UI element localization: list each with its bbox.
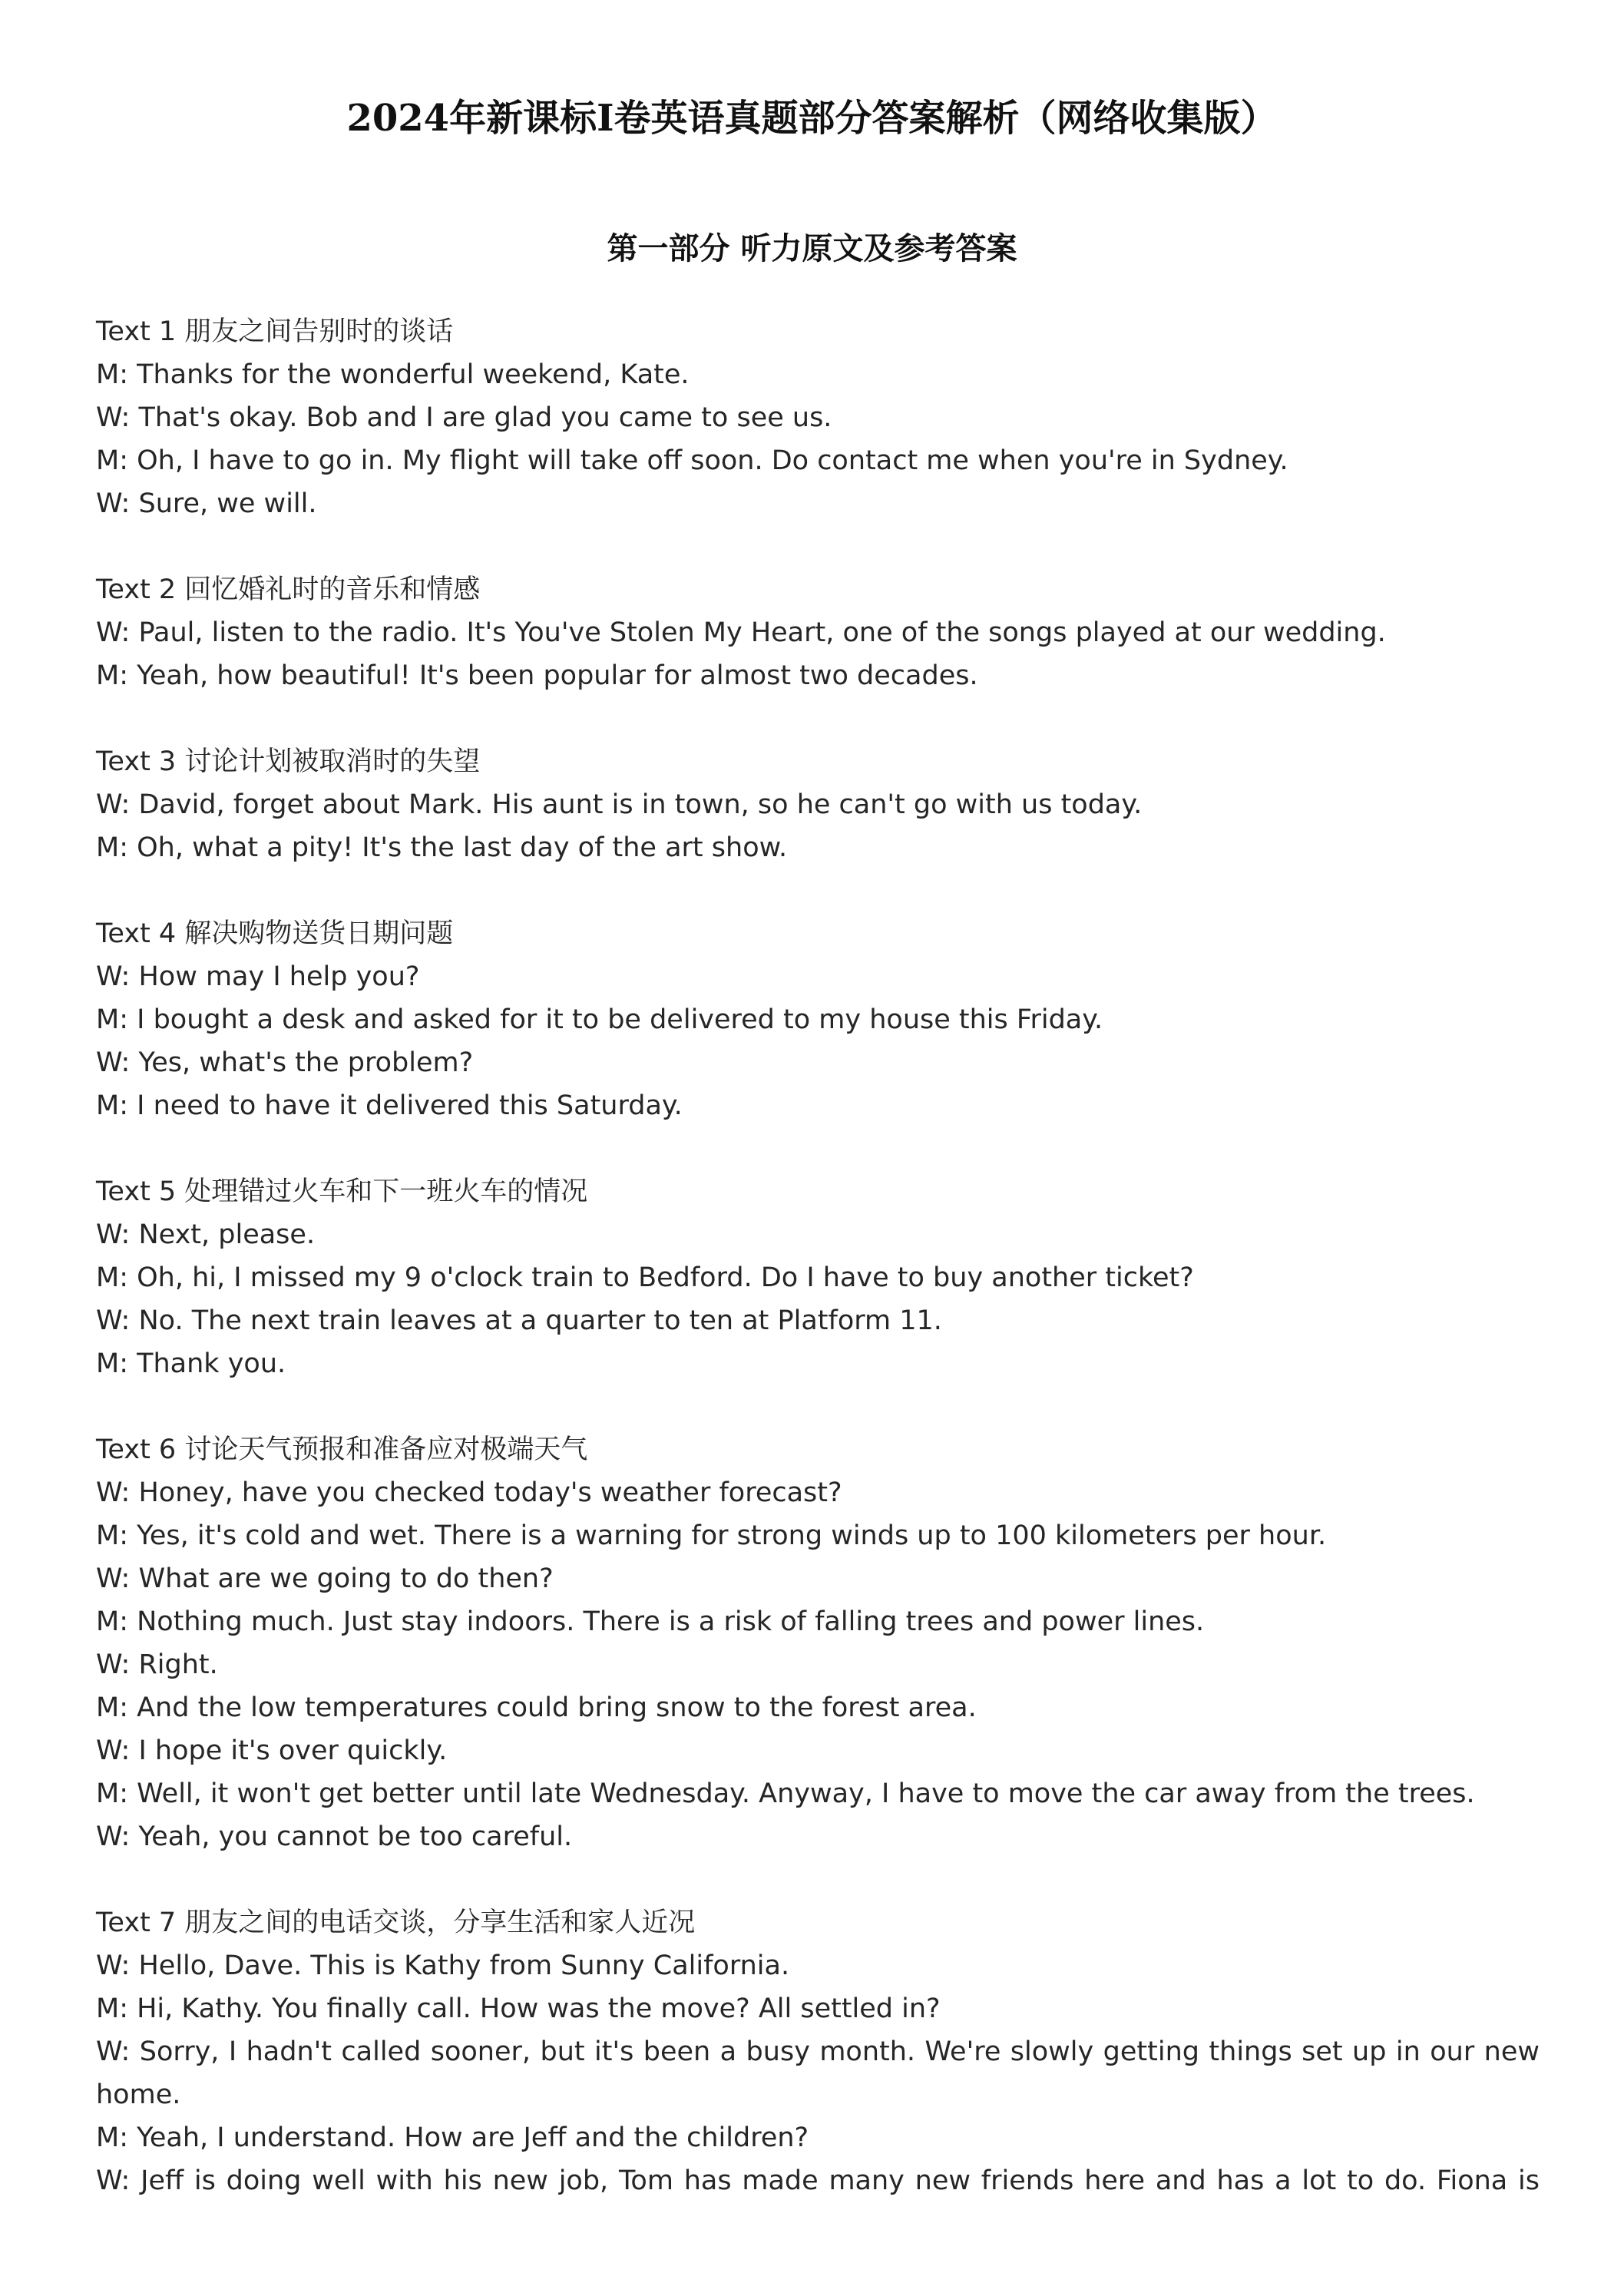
dialogue-line: W: No. The next train leaves at a quarter to ten at Platform 11. <box>96 1305 942 1336</box>
dialogue-line: M: Thanks for the wonderful weekend, Kate. <box>96 359 690 390</box>
dialogue-line: W: What are we going to do then? <box>96 1563 554 1594</box>
dialogue-line: M: Well, it won't get better until late Wednesday. Anyway, I have to move the car away from the trees. <box>96 1778 1475 1809</box>
dialogue-line: M: Nothing much. Just stay indoors. There is a risk of falling trees and power lines. <box>96 1606 1205 1637</box>
dialogue-line: M: Yeah, I understand. How are Jeff and the children? <box>96 2122 809 2153</box>
dialogue-line: W: Honey, have you checked today's weather forecast? <box>96 1477 842 1508</box>
dialogue-line: W: I hope it's over quickly. <box>96 1735 448 1766</box>
text-heading: Text 2 回忆婚礼时的音乐和情感 <box>96 574 481 605</box>
text-block-1 <box>96 310 1540 525</box>
dialogue-line: M: Oh, I have to go in. My flight will take off soon. Do contact me when you're in Sydney. <box>96 445 1288 476</box>
dialogue-line: W: Jeff is doing well with his new job, Tom has made many new friends here and has a lot to do. Fiona is <box>96 2165 1540 2196</box>
section-title: 第一部分 听力原文及参考答案 <box>607 231 1017 266</box>
dialogue-line: W: Right. <box>96 1649 218 1680</box>
dialogue-line: W: Next, please. <box>96 1219 316 1250</box>
dialogue-line: M: Hi, Kathy. You finally call. How was the move? All settled in? <box>96 1993 941 2024</box>
dialogue-line: W: Yes, what's the problem? <box>96 1047 474 1078</box>
dialogue-line: M: And the low temperatures could bring snow to the forest area. <box>96 1692 977 1723</box>
dialogue-line: M: I need to have it delivered this Saturday. <box>96 1090 683 1121</box>
text-block-6 <box>96 1428 1540 1858</box>
dialogue-line: W: That's okay. Bob and I are glad you came to see us. <box>96 402 832 433</box>
dialogue-line: W: Sorry, I hadn't called sooner, but it's been a busy month. We're slowly getting things set up in our new home. <box>96 2036 1540 2110</box>
text-heading: Text 7 朋友之间的电话交谈，分享生活和家人近况 <box>96 1907 696 1938</box>
dialogue-line: M: Oh, what a pity! It's the last day of the art show. <box>96 832 788 863</box>
text-block-2 <box>96 568 1540 697</box>
dialogue-line: W: Yeah, you cannot be too careful. <box>96 1821 573 1852</box>
text-heading: Text 3 讨论计划被取消时的失望 <box>96 746 481 777</box>
text-block-7 <box>96 1901 1540 2202</box>
dialogue-line: M: I bought a desk and asked for it to be delivered to my house this Friday. <box>96 1004 1103 1035</box>
dialogue-line: W: How may I help you? <box>96 961 420 992</box>
dialogue-line: W: David, forget about Mark. His aunt is in town, so he can't go with us today. <box>96 789 1143 820</box>
text-block-3 <box>96 740 1540 869</box>
dialogue-line: W: Hello, Dave. This is Kathy from Sunny California. <box>96 1950 790 1981</box>
text-heading: Text 5 处理错过火车和下一班火车的情况 <box>96 1176 588 1207</box>
dialogue-line: M: Thank you. <box>96 1348 286 1379</box>
dialogue-line: M: Oh, hi, I missed my 9 o'clock train to Bedford. Do I have to buy another ticket? <box>96 1262 1194 1293</box>
text-heading: Text 6 讨论天气预报和准备应对极端天气 <box>96 1434 588 1465</box>
text-heading: Text 1 朋友之间告别时的谈话 <box>96 316 454 347</box>
dialogue-line: M: Yes, it's cold and wet. There is a warning for strong winds up to 100 kilometers per hour. <box>96 1520 1327 1551</box>
text-heading: Text 4 解决购物送货日期问题 <box>96 918 454 949</box>
text-block-4 <box>96 912 1540 1127</box>
dialogue-line: W: Sure, we will. <box>96 488 317 519</box>
dialogue-line: M: Yeah, how beautiful! It's been popular for almost two decades. <box>96 660 978 691</box>
text-block-5 <box>96 1170 1540 1385</box>
document-content <box>96 310 1540 2245</box>
document-title: 2024年新课标Ⅰ卷英语真题部分答案解析（网络收集版） <box>346 97 1278 140</box>
dialogue-line: W: Paul, listen to the radio. It's You've Stolen My Heart, one of the songs played at our wedding. <box>96 617 1386 648</box>
